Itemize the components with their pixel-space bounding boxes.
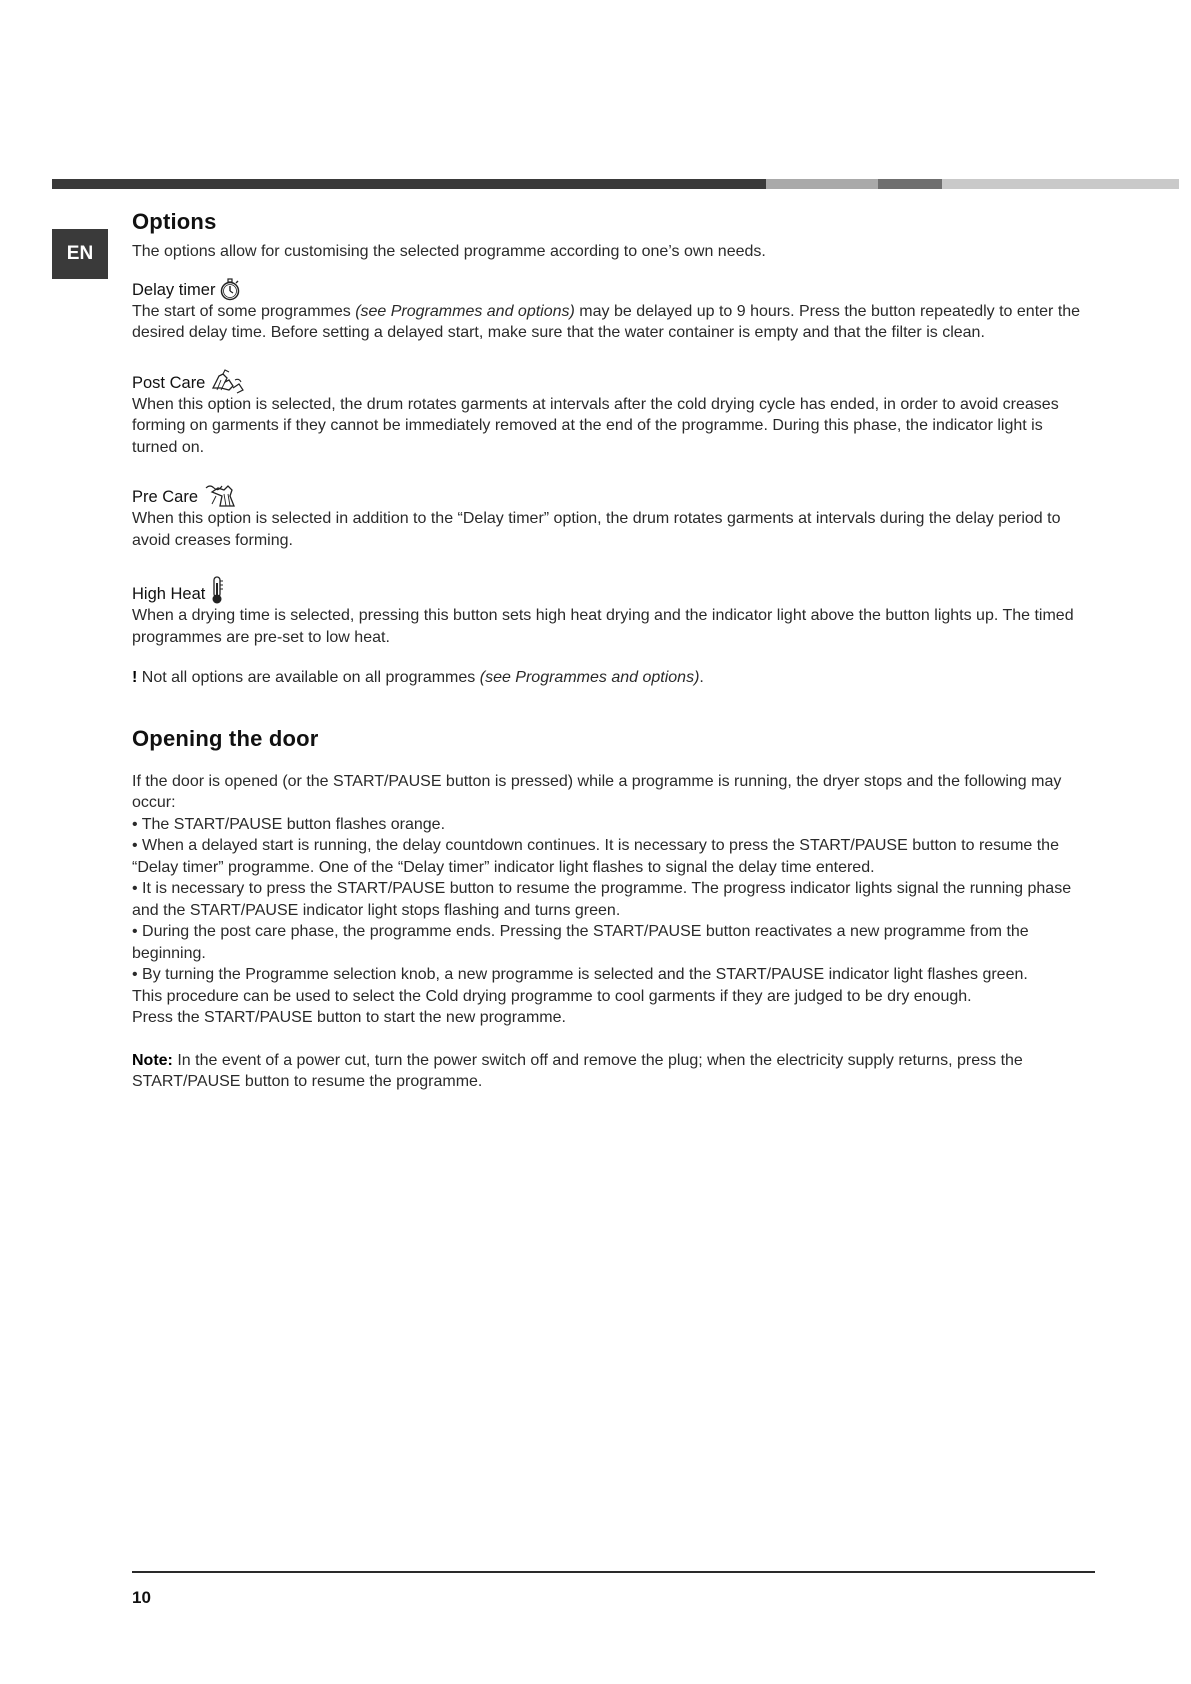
- list-item: • When a delayed start is running, the delay countdown continues. It is necessary to press the START/PAUSE button to resume the “Delay timer” programme. One of the “Delay timer” indicator light flashes to signal the delay time entered.: [132, 837, 1059, 876]
- post-care-text: When this option is selected, the drum rotates garments at intervals after the cold drying cycle has ended, in order to avoid creases forming on garments if they cannot be immediately removed at the end of the programme. During this phase, the indicator light is turned on.: [132, 395, 1059, 456]
- opening-door-heading: Opening the door: [132, 725, 319, 751]
- pre-care-title: Pre Care: [132, 488, 199, 506]
- list-item: • It is necessary to press the START/PAUSE button to resume the programme. The progress indicator lights signal the running phase and the START/PAUSE indicator light stops flashing and turns green.: [132, 880, 1072, 919]
- delay-timer-title: Delay timer: [132, 280, 216, 299]
- language-tab: EN: [52, 229, 108, 279]
- header-bar: [52, 179, 1179, 189]
- opening-door-extra-2: Press the START/PAUSE button to start the new programme.: [132, 1009, 566, 1026]
- header-bar-segment-mid: [878, 179, 942, 189]
- post-care-garment-icon: [209, 368, 247, 394]
- high-heat-heading: [132, 575, 1092, 605]
- high-heat-title: High Heat: [132, 585, 206, 603]
- options-intro: The options allow for customising the selected programme according to one’s own needs.: [132, 243, 766, 260]
- pre-care-heading: [132, 482, 1092, 508]
- options-heading: Options: [132, 209, 217, 234]
- high-heat-text: When a drying time is selected, pressing this button sets high heat drying and the indicator light above the button lights up. The timed programmes are pre-set to low heat.: [132, 607, 1074, 646]
- pre-care-text: When this option is selected in addition to the “Delay timer” option, the drum rotates garments at intervals during the delay period to avoid creases forming.: [132, 510, 1061, 549]
- delay-timer-text: The start of some programmes (see Programmes and options) may be delayed up to 9 hours. Press the button repeatedly to enter the desired delay time. Before setting a delayed start, make sure that the water container is empty and that the filter is clean.: [132, 302, 1081, 341]
- delay-timer-heading: [132, 277, 1092, 301]
- list-item: • During the post care phase, the programme ends. Pressing the START/PAUSE button reactivates a new programme from the beginning.: [132, 923, 1029, 962]
- page-number: 10: [132, 1588, 151, 1607]
- header-bar-segment-dark: [52, 179, 766, 189]
- thermometer-icon: [209, 575, 225, 605]
- pre-care-garment-icon: [202, 482, 240, 508]
- opening-door-extra-1: This procedure can be used to select the Cold drying programme to cool garments if they are judged to be dry enough.: [132, 987, 972, 1005]
- options-warning: ! Not all options are available on all programmes (see Programmes and options).: [132, 669, 704, 686]
- power-cut-note: Note: In the event of a power cut, turn the power switch off and remove the plug; when the electricity supply returns, press the START/PAUSE button to resume the programme.: [132, 1051, 1023, 1090]
- stopwatch-icon: [219, 277, 241, 301]
- opening-door-intro: If the door is opened (or the START/PAUSE button is pressed) while a programme is running, the dryer stops and the following may occur:: [132, 772, 1062, 811]
- header-bar-segment-pale: [942, 179, 1179, 189]
- post-care-title: Post Care: [132, 373, 206, 392]
- footer-rule: [132, 1571, 1095, 1573]
- header-bar-segment-light: [766, 179, 878, 189]
- post-care-heading: [132, 368, 1092, 394]
- list-item: • The START/PAUSE button flashes orange.: [132, 815, 446, 833]
- main-content: [132, 209, 1092, 1093]
- list-item: • By turning the Programme selection knob, a new programme is selected and the START/PAUSE indicator light flashes green.: [132, 966, 1028, 983]
